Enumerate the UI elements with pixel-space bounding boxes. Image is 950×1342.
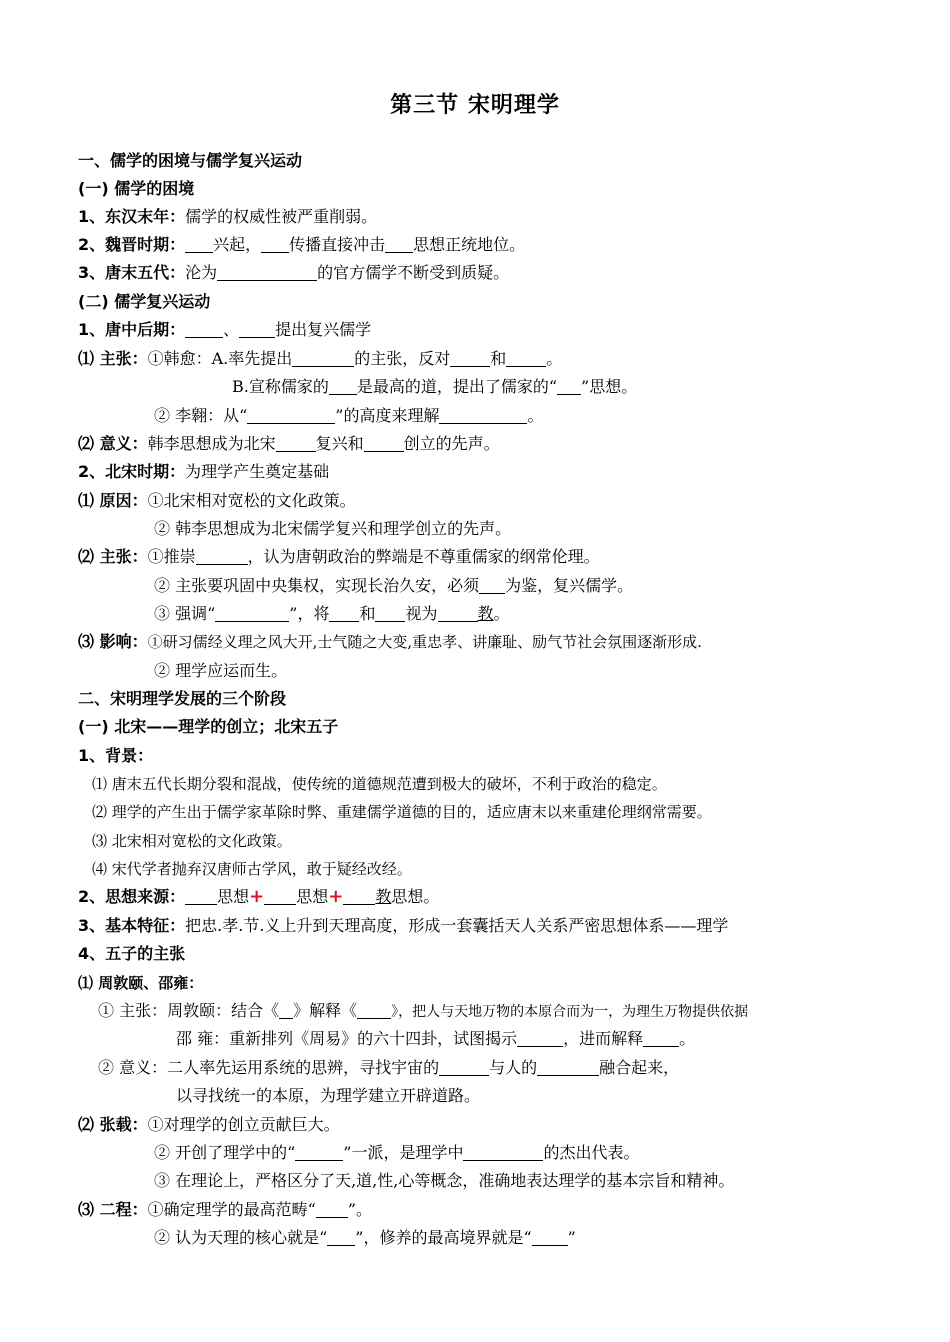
text: ，认为唐朝政治的弊端是不尊重儒家的纲常伦理。: [247, 547, 600, 566]
label: ⑵ 主张：: [78, 547, 148, 566]
label: 1、唐中后期：: [78, 320, 186, 339]
line-zhou-zhuzhang: [98, 1000, 748, 1023]
label: ⑵ 意义：: [78, 434, 148, 453]
text: ，进而解释: [563, 1029, 644, 1048]
text: ”思想。: [581, 377, 638, 396]
label: ⑴ 主张：: [78, 349, 148, 368]
text: 传播直接冲击: [289, 235, 386, 254]
text: 儒学的权威性被严重削弱。: [185, 207, 378, 226]
text: 思想: [217, 887, 250, 906]
blank: [375, 605, 405, 622]
label: ⑶ 影响：: [78, 632, 148, 651]
text: 的主张，反对: [354, 349, 451, 368]
line-yiyi: [78, 433, 500, 455]
text: B.宣称儒家的: [232, 377, 329, 396]
text: 》，把人与天地万物的本原合而为一，为理生万物提供依据: [391, 1004, 749, 1020]
text: 复兴和: [315, 434, 364, 453]
text: 。: [679, 1029, 696, 1048]
blank: [329, 605, 359, 622]
text: 为鉴，复兴儒学。: [505, 576, 634, 595]
line-donghan: [78, 206, 377, 228]
line-beijing-4: ⑷ 宋代学者抛弃汉唐师古学风，敢于疑经改经。: [92, 860, 412, 878]
line-zhou-shao-label: ⑴ 周敦颐、邵雍：: [78, 974, 204, 992]
line-yingxiang-2: ② 理学应运而生。: [154, 661, 288, 680]
text: ② 开创了理学中的“: [154, 1143, 296, 1162]
line-tangmo: [78, 262, 509, 284]
text: 和: [359, 604, 376, 623]
blank: [450, 350, 490, 367]
blank: [185, 888, 217, 905]
page-title: 第三节 宋明理学: [390, 93, 560, 118]
label: ⑵ 张载：: [78, 1115, 148, 1134]
text: 和: [490, 349, 507, 368]
line-beijing-1: ⑴ 唐末五代长期分裂和混战，使传统的道德规范遭到极大的破坏，不利于政治的稳定。: [92, 775, 667, 793]
text: ② 主张要巩固中央集权，实现长治久安，必须: [154, 576, 480, 595]
blank: [215, 605, 289, 622]
blank: [439, 407, 527, 424]
text: ”，将: [289, 604, 330, 623]
line-zhangzai-2: [154, 1142, 639, 1164]
text: ② 李翱：从“: [154, 406, 248, 425]
label: 1、东汉末年：: [78, 207, 186, 226]
text: ”，修养的最高境界就是“: [355, 1228, 532, 1247]
line-zhuzhang-3: [154, 603, 510, 625]
line-yuanyin-2: ② 韩李思想成为北宋儒学复兴和理学创立的先声。: [154, 519, 512, 538]
blank: [537, 1059, 599, 1076]
line-beijing-2: ⑵ 理学的产生出于儒学家革除时弊、重建儒学道德的目的，适应唐末以来重建伦理纲常需要。: [92, 803, 712, 821]
label: 3、基本特征：: [78, 916, 186, 935]
text: 的官方儒学不断受到质疑。: [317, 263, 510, 282]
plus-icon: +: [328, 886, 344, 907]
blank: [295, 1144, 343, 1161]
label: ⑶ 二程：: [78, 1200, 148, 1219]
text: 思想正统地位。: [413, 235, 526, 254]
blank: [185, 321, 223, 338]
text: 。: [546, 349, 563, 368]
blank: [327, 1229, 355, 1246]
line-zhangzai-3: ③ 在理论上，严格区分了天,道,性,心等概念，准确地表达理学的基本宗旨和精神。: [154, 1171, 735, 1190]
line-zhangzai-1: [78, 1114, 340, 1136]
section-2-sub-1: (一) 北宋——理学的创立；北宋五子: [78, 717, 339, 736]
label: 2、思想来源：: [78, 887, 186, 906]
label: 3、唐末五代：: [78, 263, 186, 282]
line-yingxiang-1: [78, 631, 702, 653]
line-wuzi: 4、五子的主张: [78, 944, 186, 963]
text: ①确定理学的最高范畴“: [147, 1200, 316, 1219]
blank: [357, 1002, 391, 1019]
line-zhuzhang-2: [154, 575, 633, 597]
text: ① 主张：周敦颐：结合《: [98, 1001, 280, 1020]
line-ercheng-1: [78, 1199, 372, 1221]
text: 。: [527, 406, 544, 425]
text: 韩李思想成为北宋: [147, 434, 276, 453]
blank: [196, 548, 248, 565]
text: 与人的: [489, 1058, 538, 1077]
text: 的杰出代表。: [543, 1143, 640, 1162]
blank: [292, 350, 354, 367]
text: ③ 强调“: [154, 604, 216, 623]
text: 、: [223, 320, 240, 339]
blank: [506, 350, 546, 367]
line-hanyu-b: [232, 376, 637, 398]
blank: [643, 1030, 679, 1047]
text: 沦为: [185, 263, 218, 282]
text: ”的高度来理解: [335, 406, 440, 425]
blank: [264, 888, 296, 905]
label: ⑴ 原因：: [78, 491, 148, 510]
blank: [463, 1144, 543, 1161]
blank: [557, 378, 581, 395]
text: 》解释《: [293, 1001, 358, 1020]
line-shao-zhuzhang: [176, 1028, 695, 1050]
blank: [385, 236, 413, 253]
blank: [276, 435, 316, 452]
text: 思想: [296, 887, 329, 906]
line-tangzhong: [78, 319, 371, 341]
text: ”。: [347, 1200, 372, 1219]
line-beisong: [78, 461, 329, 483]
line-zhuzhang-1: [78, 546, 600, 568]
text: ”: [567, 1228, 576, 1247]
text: 思想。: [391, 887, 440, 906]
line-beijing-3: ⑶ 北宋相对宽松的文化政策。: [92, 832, 292, 850]
line-ercheng-2: [154, 1227, 576, 1249]
blank: [329, 378, 357, 395]
line-beijing-label: 1、背景：: [78, 746, 154, 765]
section-1-heading: 一、儒学的困境与儒学复兴运动: [78, 151, 303, 170]
text: 为理学产生奠定基础: [185, 462, 330, 481]
text: ② 认为天理的核心就是“: [154, 1228, 328, 1247]
blank: [239, 321, 275, 338]
text: 。: [493, 604, 510, 623]
section-1-sub-1: (一) 儒学的困境: [78, 179, 195, 198]
text: 教: [477, 604, 494, 623]
text: ①推崇: [147, 547, 196, 566]
text: 创立的先声。: [403, 434, 500, 453]
text: 把忠.孝.节.义上升到天理高度，形成一套囊括天人关系严密思想体系——理学: [185, 916, 729, 935]
label: 2、北宋时期：: [78, 462, 186, 481]
blank: [261, 236, 289, 253]
line-weijin: [78, 234, 525, 256]
blank: [439, 1059, 489, 1076]
line-zhou-shao-yiyi: [98, 1057, 679, 1079]
text: ①对理学的创立贡献巨大。: [147, 1115, 340, 1134]
line-zhou-shao-yiyi-2: 以寻找统一的本原，为理学建立开辟道路。: [176, 1086, 481, 1105]
text: 教: [375, 887, 392, 906]
blank: [364, 435, 404, 452]
blank: [279, 1002, 293, 1019]
text: 邵 雍：重新排列《周易》的六十四卦，试图揭示: [176, 1029, 518, 1048]
text: ② 意义：二人率先运用系统的思辨，寻找宇宙的: [98, 1058, 440, 1077]
text: 视为: [405, 604, 438, 623]
text: ”一派，是理学中: [343, 1143, 464, 1162]
line-sixiang-laiyuan: [78, 886, 439, 908]
blank: [217, 264, 317, 281]
blank: [479, 577, 505, 594]
line-hanyu: [78, 348, 562, 370]
line-liao: [154, 405, 543, 427]
blank: [343, 888, 375, 905]
section-2-heading: 二、宋明理学发展的三个阶段: [78, 689, 287, 708]
blank: [247, 407, 335, 424]
text: ①韩愈：A.率先提出: [147, 349, 293, 368]
line-jiben-tezheng: [78, 915, 728, 937]
text: 融合起来，: [599, 1058, 680, 1077]
text: ①研习儒经义理之风大开,士气随之大变,重忠孝、讲廉耻、励气节社会氛围逐渐形成.: [147, 633, 702, 651]
blank: [532, 1229, 568, 1246]
blank: [517, 1030, 563, 1047]
text: ①北宋相对宽松的文化政策。: [147, 491, 356, 510]
blank: [438, 605, 478, 622]
section-1-sub-2: (二) 儒学复兴运动: [78, 292, 211, 311]
text: 提出复兴儒学: [275, 320, 372, 339]
label: 2、魏晋时期：: [78, 235, 186, 254]
line-yuanyin-1: [78, 490, 356, 512]
blank: [185, 236, 213, 253]
blank: [316, 1201, 348, 1218]
text: 兴起，: [213, 235, 262, 254]
text: 是最高的道，提出了儒家的“: [356, 377, 558, 396]
plus-icon: +: [249, 886, 265, 907]
